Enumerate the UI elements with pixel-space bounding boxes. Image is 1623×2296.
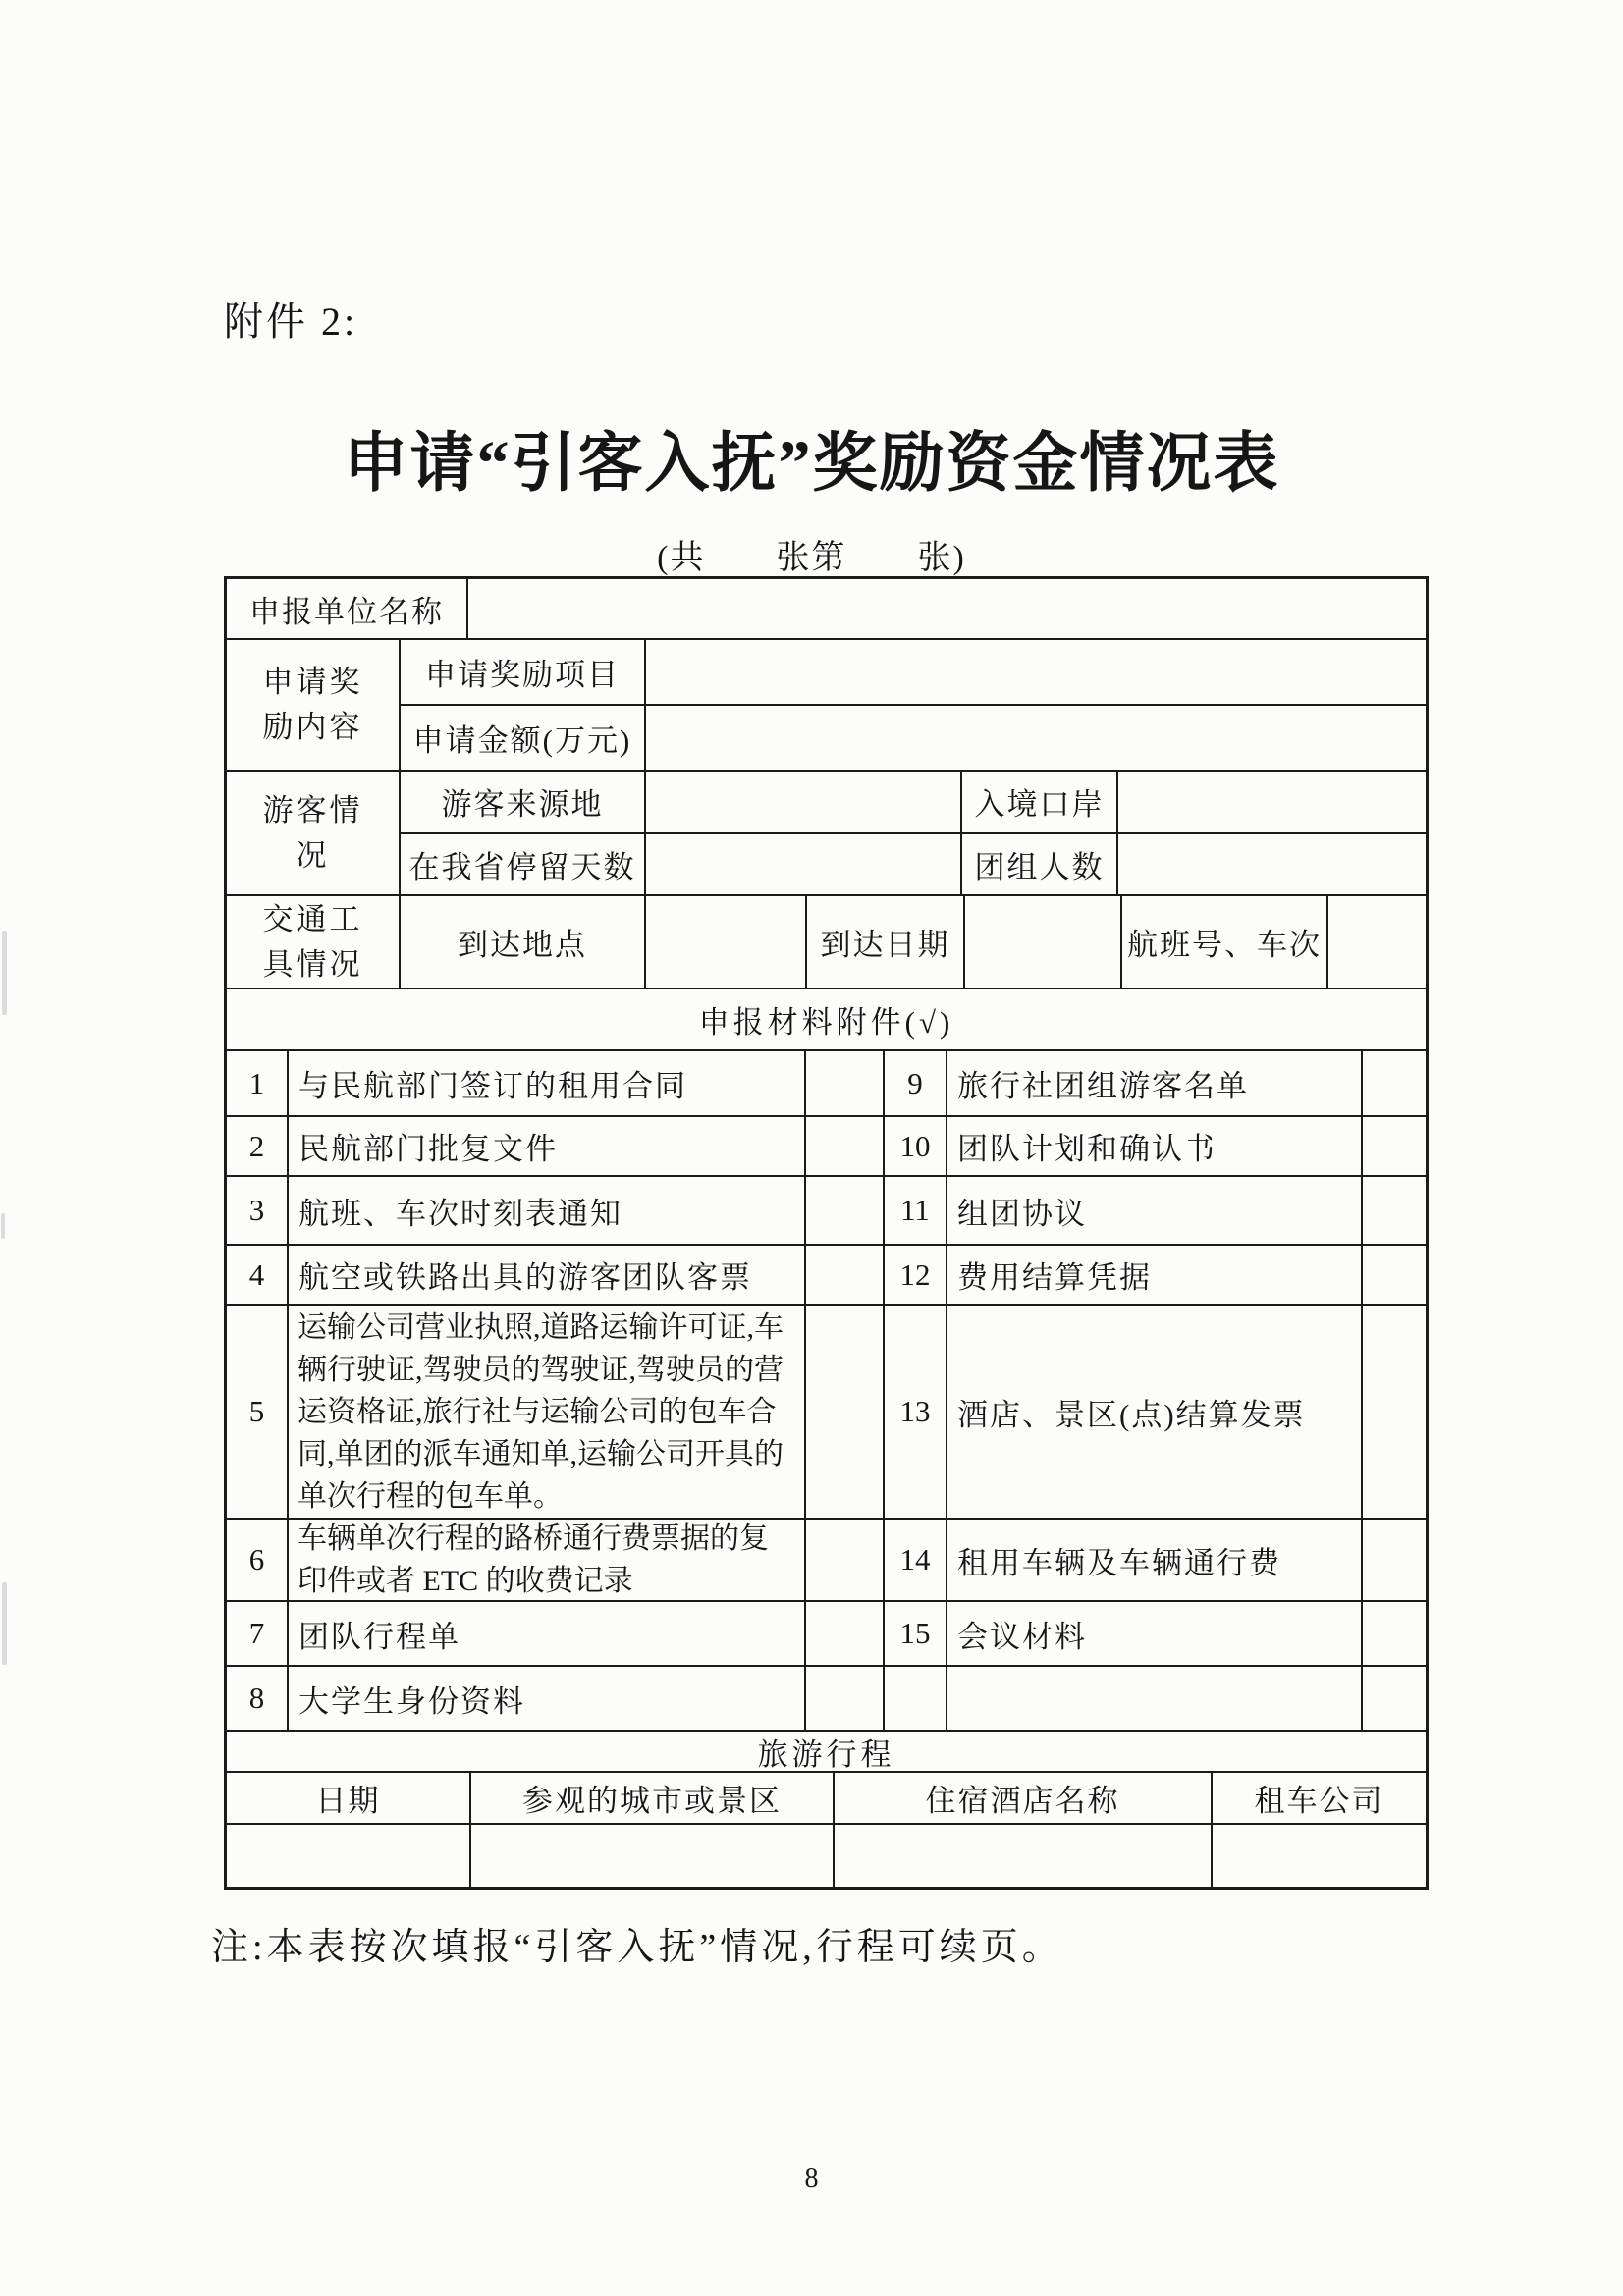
material-no: 5: [227, 1306, 289, 1518]
arrive-place-label: 到达地点: [401, 896, 646, 988]
unit-name-row: [227, 579, 1426, 640]
material-no: 3: [227, 1177, 289, 1244]
itinerary-col-car: 租车公司: [1254, 1784, 1384, 1818]
reward-amount-row: [401, 706, 1426, 770]
entry-port-label: 入境口岸: [962, 772, 1118, 832]
material-no: 2: [227, 1117, 289, 1175]
materials-row-3: [227, 1177, 1426, 1246]
scan-artifact: [1, 1213, 5, 1239]
material-no: 11: [885, 1177, 947, 1244]
unit-name-label: 申报单位名称: [227, 579, 468, 638]
material-check-cell[interactable]: [1363, 1667, 1426, 1730]
material-check-cell[interactable]: [1363, 1177, 1426, 1244]
material-check-cell[interactable]: [1363, 1246, 1426, 1304]
material-no: 4: [227, 1246, 289, 1304]
visitor-origin-input[interactable]: [646, 772, 962, 832]
reward-group-label: 申请奖励内容: [227, 640, 401, 770]
material-no: 7: [227, 1602, 289, 1665]
itinerary-col-date: 日期: [227, 1773, 471, 1823]
transport-group-label: 交通工具情况: [227, 896, 401, 988]
visitor-origin-label: 游客来源地: [401, 772, 646, 832]
reward-item-row: [401, 640, 1426, 706]
material-no: 12: [885, 1246, 947, 1304]
group-size-input[interactable]: [1118, 834, 1426, 895]
page-title: 申请“引客入抚”奖励资金情况表: [343, 428, 1280, 500]
material-check-cell[interactable]: [806, 1051, 885, 1115]
material-no: 8: [227, 1667, 289, 1730]
itinerary-header: 旅游行程: [757, 1736, 895, 1771]
arrive-date-input[interactable]: [965, 896, 1122, 988]
material-name: 旅行社团组游客名单: [947, 1051, 1363, 1115]
material-check-cell[interactable]: [1363, 1117, 1426, 1175]
material-no: 6: [227, 1520, 289, 1600]
materials-row-4: [227, 1246, 1426, 1306]
material-check-cell[interactable]: [1363, 1306, 1426, 1518]
material-name: 酒店、景区(点)结算发票: [947, 1306, 1363, 1518]
material-name: 航空或铁路出具的游客团队客票: [289, 1246, 806, 1304]
material-check-cell[interactable]: [806, 1602, 885, 1665]
flight-train-input[interactable]: [1328, 896, 1426, 988]
material-name: 运输公司营业执照,道路运输许可证,车辆行驶证,驾驶员的驾驶证,驾驶员的营运资格证,旅行社与运输公司的包车合同,单团的派车通知单,运输公司开具的单次行程的包车单。: [289, 1306, 806, 1518]
material-check-cell[interactable]: [1363, 1602, 1426, 1665]
materials-header: 申报材料附件(√): [698, 1005, 954, 1040]
stay-days-input[interactable]: [646, 834, 962, 895]
material-name: 与民航部门签订的租用合同: [289, 1051, 806, 1115]
reward-item-input[interactable]: [646, 640, 1426, 704]
material-name: 会议材料: [947, 1602, 1363, 1665]
page-count-line: (共 张第 张): [657, 540, 966, 576]
material-no: 13: [885, 1306, 947, 1518]
visitor-group-label: 游客情况: [227, 772, 401, 894]
flight-train-label: 航班号、车次: [1122, 896, 1328, 988]
materials-row-6: [227, 1520, 1426, 1602]
arrive-place-input[interactable]: [646, 896, 807, 988]
itinerary-hotel-input[interactable]: [835, 1825, 1213, 1887]
material-name: 大学生身份资料: [289, 1667, 806, 1730]
materials-row-8: [227, 1667, 1426, 1732]
arrive-date-label: 到达日期: [807, 896, 965, 988]
itinerary-col-hotel: 住宿酒店名称: [835, 1773, 1213, 1823]
material-name: 团队计划和确认书: [947, 1117, 1363, 1175]
reward-section: [227, 640, 1426, 772]
materials-row-1: [227, 1051, 1426, 1117]
materials-header-row: [227, 989, 1426, 1051]
visitor-row-1: [401, 772, 1426, 834]
material-check-cell[interactable]: [806, 1246, 885, 1304]
group-size-label: 团组人数: [962, 834, 1118, 895]
material-no: 10: [885, 1117, 947, 1175]
visitor-section: [227, 772, 1426, 896]
material-check-cell[interactable]: [806, 1667, 885, 1730]
material-no: [885, 1667, 947, 1730]
unit-name-input[interactable]: [468, 579, 1426, 638]
entry-port-input[interactable]: [1118, 772, 1426, 832]
material-name: 团队行程单: [289, 1602, 806, 1665]
material-check-cell[interactable]: [806, 1117, 885, 1175]
material-name: 民航部门批复文件: [289, 1117, 806, 1175]
material-no: 1: [227, 1051, 289, 1115]
materials-row-7: [227, 1602, 1426, 1667]
itinerary-col-city: 参观的城市或景区: [471, 1773, 835, 1823]
material-no: 9: [885, 1051, 947, 1115]
scan-artifact: [2, 931, 7, 1015]
material-check-cell[interactable]: [806, 1306, 885, 1518]
page-number: 8: [804, 2163, 819, 2194]
application-form-table: [224, 576, 1429, 1890]
material-check-cell[interactable]: [806, 1177, 885, 1244]
materials-row-5: [227, 1306, 1426, 1520]
itinerary-entry-row: [227, 1825, 1426, 1887]
material-name: 航班、车次时刻表通知: [289, 1177, 806, 1244]
itinerary-date-input[interactable]: [227, 1825, 471, 1887]
reward-amount-label: 申请金额(万元): [401, 706, 646, 770]
material-name: 租用车辆及车辆通行费: [947, 1520, 1363, 1600]
itinerary-columns-row: [227, 1773, 1426, 1825]
attachment-number: 附件 2:: [224, 299, 358, 344]
reward-amount-input[interactable]: [646, 706, 1426, 770]
reward-item-label: 申请奖励项目: [401, 640, 646, 704]
visitor-row-2: [401, 834, 1426, 895]
material-name: [947, 1667, 1363, 1730]
transport-section: [227, 896, 1426, 989]
material-check-cell[interactable]: [806, 1520, 885, 1600]
material-name: 费用结算凭据: [947, 1246, 1363, 1304]
material-no: 15: [885, 1602, 947, 1665]
itinerary-city-input[interactable]: [471, 1825, 835, 1887]
material-check-cell[interactable]: [1363, 1051, 1426, 1115]
material-name: 组团协议: [947, 1177, 1363, 1244]
material-check-cell[interactable]: [1363, 1520, 1426, 1600]
scan-artifact: [2, 1582, 7, 1665]
itinerary-car-input[interactable]: [1213, 1825, 1426, 1887]
material-no: 14: [885, 1520, 947, 1600]
stay-days-label: 在我省停留天数: [401, 834, 646, 895]
materials-row-2: [227, 1117, 1426, 1177]
material-name: 车辆单次行程的路桥通行费票据的复印件或者 ETC 的收费记录: [289, 1520, 806, 1600]
itinerary-header-row: [227, 1732, 1426, 1773]
footnote: 注:本表按次填报“引客入抚”情况,行程可续页。: [211, 1927, 1063, 1968]
